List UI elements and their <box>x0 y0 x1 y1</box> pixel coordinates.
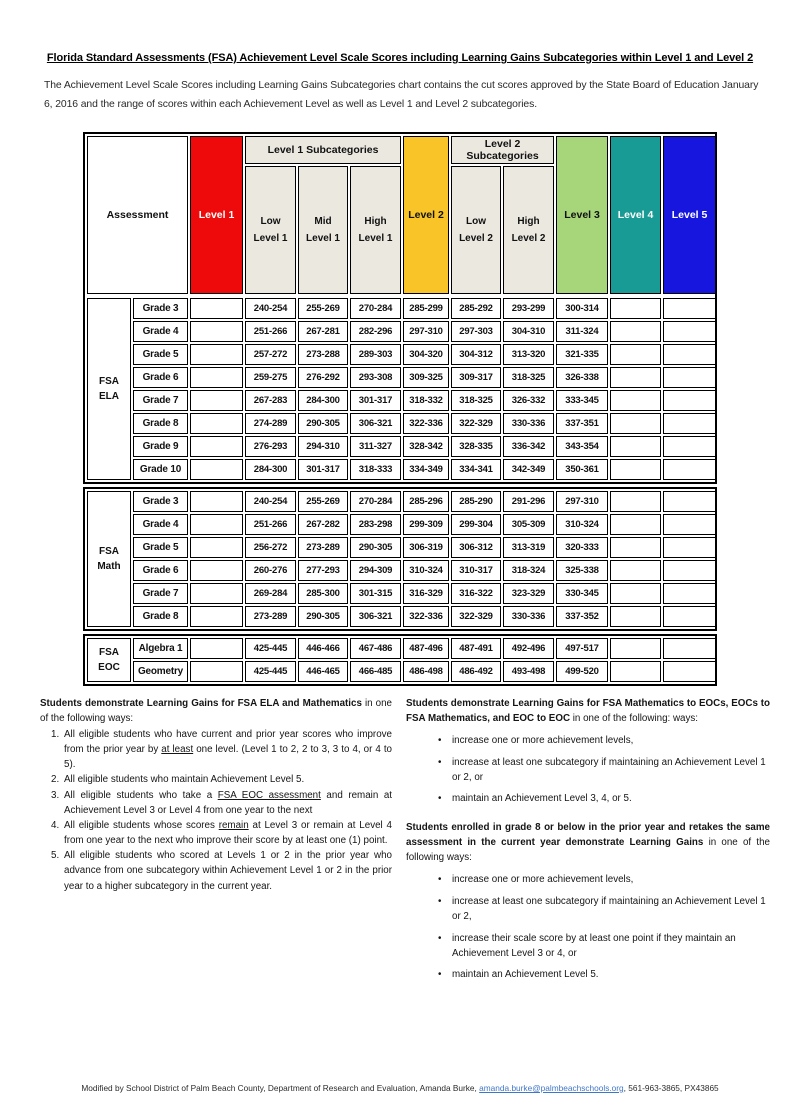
assessment-group-label: FSA Math <box>87 491 131 627</box>
score-cell: 325-339 <box>610 514 661 535</box>
grade-label: Grade 5 <box>133 537 188 558</box>
score-cell: 328-335 <box>451 436 501 457</box>
level3-header-cell: Level 3 <box>556 136 608 294</box>
notes-right-lead-2-rest: in one of the following ways: <box>406 836 770 863</box>
grade-label: Grade 8 <box>133 606 188 627</box>
score-cell: 285-296 <box>403 491 449 512</box>
footer-suffix: , 561-963-3865, PX43865 <box>623 1083 719 1093</box>
numbered-list-item: All eligible students who scored at Levels 1 or 2 in the prior year who advance from one subcategory within Achievement Level 1 or 2 in the prior year to a higher subcategory in the current year. <box>64 850 392 892</box>
score-cell: 301-315 <box>350 583 401 604</box>
grade-label: Grade 4 <box>133 321 188 342</box>
score-cell: 284-333 <box>190 459 243 480</box>
score-cell: 269-284 <box>245 583 296 604</box>
table-row <box>87 514 716 535</box>
score-cell: 316-322 <box>451 583 501 604</box>
table-row <box>87 459 716 480</box>
table-row <box>87 298 716 319</box>
grade-label: Grade 3 <box>133 298 188 319</box>
numbered-list-item: All eligible students whose scores remain at Level 3 or remain at Level 4 from one year to the next who improve their score by at least one (1) point. <box>64 819 392 847</box>
score-cell: 301-317 <box>350 390 401 411</box>
notes-right-column <box>406 696 770 990</box>
score-cell: 326-338 <box>556 367 608 388</box>
score-cell: 322-329 <box>451 413 501 434</box>
score-cell: 273-321 <box>190 606 243 627</box>
score-cell: 339-355 <box>610 367 661 388</box>
table-row <box>87 436 716 457</box>
score-cell: 290-305 <box>298 413 348 434</box>
score-cell: 293-308 <box>350 367 401 388</box>
score-cell: 301-317 <box>298 459 348 480</box>
low-level1-header-cell: Low Level 1 <box>245 166 296 294</box>
score-cell: 333-345 <box>556 390 608 411</box>
score-cell: 492-496 <box>503 638 554 659</box>
score-cell: 267-281 <box>298 321 348 342</box>
score-cell: 311-324 <box>556 321 608 342</box>
grade-label: Grade 7 <box>133 390 188 411</box>
score-cell: 323-329 <box>503 583 554 604</box>
level2-subcategories-header: Level 2 Subcategories <box>451 136 554 164</box>
score-cell: 285-300 <box>298 583 348 604</box>
bullet-list-item: • maintain an Achievement Level 3, 4, or 5. <box>452 791 770 806</box>
score-cell: 310-317 <box>451 560 501 581</box>
score-cell: 311-326 <box>610 491 661 512</box>
score-cell: 346-359 <box>610 390 661 411</box>
score-cell: 313-320 <box>503 344 554 365</box>
score-cell: 285-290 <box>451 491 501 512</box>
table-row <box>87 390 716 411</box>
table-header <box>85 134 718 296</box>
score-cell: 251-266 <box>245 514 296 535</box>
score-cell: 360-391 <box>663 583 716 604</box>
score-cell: 532-575 <box>663 638 716 659</box>
score-cell: 277-293 <box>298 560 348 581</box>
score-cell: 330-360 <box>663 298 716 319</box>
assessment-header-cell: Assessment <box>87 136 188 294</box>
learning-gains-numbered-list <box>40 727 392 894</box>
score-cell: 313-319 <box>503 537 554 558</box>
bullet-list-item: • maintain an Achievement Level 5. <box>452 967 770 982</box>
score-cell: 327-360 <box>663 491 716 512</box>
score-cell: 356-391 <box>663 367 716 388</box>
score-cell: 320-333 <box>556 537 608 558</box>
table-row <box>87 344 716 365</box>
score-cell: 297-310 <box>403 321 449 342</box>
grade-label: Algebra 1 <box>133 638 188 659</box>
score-cell: 276-327 <box>190 436 243 457</box>
score-cell: 330-336 <box>503 606 554 627</box>
score-cell: 446-466 <box>298 638 348 659</box>
score-cell: 304-310 <box>503 321 554 342</box>
score-cell: 322-329 <box>451 606 501 627</box>
score-cell: 325-339 <box>610 321 661 342</box>
score-cell: 318-333 <box>350 459 401 480</box>
notes-right-lead-2 <box>406 820 770 866</box>
score-cell: 276-293 <box>245 436 296 457</box>
score-cell: 267-317 <box>190 390 243 411</box>
score-cell: 306-321 <box>350 413 401 434</box>
score-cell: 290-305 <box>298 606 348 627</box>
numbered-list-item: All eligible students who maintain Achievement Level 5. <box>64 774 305 786</box>
footer-prefix: Modified by School District of Palm Beach County, Department of Research and Evaluation, Amanda Burke, <box>81 1083 480 1093</box>
score-cell: 328-342 <box>403 436 449 457</box>
level1-header-cell: Level 1 <box>190 136 243 294</box>
score-cell: 486-492 <box>451 661 501 682</box>
score-cell: 518-531 <box>610 638 661 659</box>
score-cell: 255-269 <box>298 491 348 512</box>
table-row <box>87 560 716 581</box>
table-row <box>87 367 716 388</box>
mid-level1-header-cell: Mid Level 1 <box>298 166 348 294</box>
score-cell: 356-390 <box>663 560 716 581</box>
score-section-table <box>85 489 718 629</box>
score-cell: 330-336 <box>503 413 554 434</box>
score-cell: 353-364 <box>610 606 661 627</box>
score-cell: 293-299 <box>503 298 554 319</box>
grade-label: Geometry <box>133 661 188 682</box>
notes-section <box>40 696 770 990</box>
learning-gains-bullet-list-1 <box>406 733 770 807</box>
level5-header-cell: Level 5 <box>663 136 716 294</box>
score-cell: 311-327 <box>350 436 401 457</box>
score-cell: 299-304 <box>451 514 501 535</box>
grade-label: Grade 3 <box>133 491 188 512</box>
score-cell: 425-445 <box>245 638 296 659</box>
score-cell: 306-319 <box>403 537 449 558</box>
score-cell: 318-324 <box>503 560 554 581</box>
score-cell: 322-336 <box>403 606 449 627</box>
score-cell: 273-289 <box>298 537 348 558</box>
score-cell: 321-335 <box>556 344 608 365</box>
score-cell: 257-272 <box>245 344 296 365</box>
bullet-list-item: • increase their scale score by at least one point if they maintain an Achievement Level 3 or 4, or <box>452 931 770 961</box>
table-block-math <box>83 487 717 631</box>
score-cell: 425-486 <box>190 638 243 659</box>
score-cell: 343-354 <box>556 436 608 457</box>
score-cell: 487-496 <box>403 638 449 659</box>
high-level1-header-cell: High Level 1 <box>350 166 401 294</box>
bullet-list-item: • increase one or more achievement levels, <box>452 872 770 887</box>
score-cell: 467-486 <box>350 638 401 659</box>
score-cell: 318-325 <box>503 367 554 388</box>
score-cell: 425-445 <box>245 661 296 682</box>
bullet-list-item: • increase at least one subcategory if maintaining an Achievement Level 1 or 2, or <box>452 755 770 785</box>
score-cell: 334-349 <box>403 459 449 480</box>
score-cell: 365-393 <box>663 606 716 627</box>
score-cell: 294-310 <box>298 436 348 457</box>
grade-label: Grade 6 <box>133 367 188 388</box>
notes-left-column <box>40 696 392 990</box>
score-cell: 306-321 <box>350 606 401 627</box>
score-cell: 297-310 <box>556 491 608 512</box>
score-cell: 294-309 <box>350 560 401 581</box>
score-cell: 240-284 <box>190 298 243 319</box>
score-cell: 251-298 <box>190 514 243 535</box>
score-cell: 305-309 <box>503 514 554 535</box>
score-cell: 259-308 <box>190 367 243 388</box>
score-cell: 256-305 <box>190 537 243 558</box>
score-cell: 325-338 <box>556 560 608 581</box>
table-row <box>87 661 716 682</box>
table-row <box>87 321 716 342</box>
page-title: Florida Standard Assessments (FSA) Achievement Level Scale Scores including Learning Gains Subcategories within Level 1 and Level 2 <box>46 52 754 64</box>
score-cell: 290-305 <box>350 537 401 558</box>
bullet-list-item: • increase one or more achievement levels, <box>452 733 770 748</box>
score-cell: 487-491 <box>451 638 501 659</box>
level2-header-cell: Level 2 <box>403 136 449 294</box>
grade-label: Grade 8 <box>133 413 188 434</box>
score-cell: 378-412 <box>663 459 716 480</box>
score-cell: 300-314 <box>556 298 608 319</box>
high-level2-header-cell: High Level 2 <box>503 166 554 294</box>
score-cell: 350-361 <box>556 459 608 480</box>
score-cell: 240-254 <box>245 491 296 512</box>
score-cell: 446-465 <box>298 661 348 682</box>
score-cell: 260-276 <box>245 560 296 581</box>
score-cell: 362-377 <box>610 459 661 480</box>
score-cell: 255-269 <box>298 298 348 319</box>
notes-left-lead-bold: Students demonstrate Learning Gains for FSA ELA and Mathematics <box>40 697 362 709</box>
score-cell: 309-325 <box>403 367 449 388</box>
numbered-list-item: All eligible students who take a FSA EOC assessment and remain at Achievement Level 3 or Level 4 from one year to the next <box>64 789 392 816</box>
score-cell: 370-407 <box>663 436 716 457</box>
score-cell: 355-369 <box>610 436 661 457</box>
notes-right-lead-1 <box>406 696 770 726</box>
grade-label: Grade 7 <box>133 583 188 604</box>
grade-label: Grade 5 <box>133 344 188 365</box>
score-cell: 267-282 <box>298 514 348 535</box>
score-cell: 270-284 <box>350 298 401 319</box>
score-cell: 342-349 <box>503 459 554 480</box>
score-cell: 533-575 <box>663 661 716 682</box>
notes-right-lead-1-bold: Students demonstrate Learning Gains for FSA Mathematics to EOCs, EOCs to FSA Mathematics, and EOC to EOC <box>406 697 770 724</box>
footer-credit <box>0 1083 800 1093</box>
score-cell: 251-296 <box>190 321 243 342</box>
grade-label: Grade 4 <box>133 514 188 535</box>
score-cell: 304-312 <box>451 344 501 365</box>
score-cell: 493-498 <box>503 661 554 682</box>
score-cell: 339-355 <box>610 560 661 581</box>
score-cell: 316-329 <box>403 583 449 604</box>
score-cell: 499-520 <box>556 661 608 682</box>
score-cell: 269-315 <box>190 583 243 604</box>
score-cell: 352-365 <box>610 413 661 434</box>
score-cell: 260-309 <box>190 560 243 581</box>
score-cell: 337-352 <box>556 606 608 627</box>
score-cell: 521-532 <box>610 661 661 682</box>
score-cell: 306-312 <box>451 537 501 558</box>
table-row <box>87 491 716 512</box>
score-section-table <box>85 636 718 684</box>
notes-left-lead-rest: in one of the following ways: <box>40 697 392 724</box>
table-block-eoc <box>83 634 717 686</box>
score-cell: 340-376 <box>663 514 716 535</box>
score-cell: 299-309 <box>403 514 449 535</box>
score-cell: 486-498 <box>403 661 449 682</box>
score-cell: 318-325 <box>451 390 501 411</box>
score-cell: 267-283 <box>245 390 296 411</box>
score-cell: 366-403 <box>663 413 716 434</box>
assessment-group-label: FSA EOC <box>87 638 131 682</box>
table-row <box>87 537 716 558</box>
notes-left-lead <box>40 696 392 726</box>
table-row <box>87 583 716 604</box>
table-block-header-ela <box>83 132 717 484</box>
score-cell: 270-284 <box>350 491 401 512</box>
table-row <box>87 413 716 434</box>
score-cell: 274-289 <box>245 413 296 434</box>
level4-header-cell: Level 4 <box>610 136 661 294</box>
score-cell: 360-397 <box>663 390 716 411</box>
score-cell: 336-351 <box>610 344 661 365</box>
score-cell: 285-292 <box>451 298 501 319</box>
score-cell: 240-284 <box>190 491 243 512</box>
score-cell: 297-303 <box>451 321 501 342</box>
score-cell: 289-303 <box>350 344 401 365</box>
score-cell: 282-296 <box>350 321 401 342</box>
notes-right-lead-1-rest: in one of the following: ways: <box>570 712 699 724</box>
score-cell: 304-320 <box>403 344 449 365</box>
score-cell: 310-324 <box>403 560 449 581</box>
bullet-list-item: • increase at least one subcategory if maintaining an Achievement Level 1 or 2, <box>452 894 770 924</box>
intro-paragraph: The Achievement Level Scale Scores including Learning Gains Subcategories chart contains the cut scores approved by the State Board of Education January 6, 2016 and the range of scores within each Achievement Level as well as Level 1 and Level 2 subcategories. <box>44 80 759 111</box>
score-cell: 310-324 <box>556 514 608 535</box>
score-cell: 337-351 <box>556 413 608 434</box>
score-cell: 284-300 <box>245 459 296 480</box>
score-cell: 466-485 <box>350 661 401 682</box>
grade-label: Grade 9 <box>133 436 188 457</box>
score-cell: 285-299 <box>403 298 449 319</box>
score-cell: 330-345 <box>556 583 608 604</box>
score-cell: 346-359 <box>610 583 661 604</box>
fsa-scale-scores-table <box>83 132 717 686</box>
learning-gains-bullet-list-2 <box>406 872 770 983</box>
score-cell: 497-517 <box>556 638 608 659</box>
table-row <box>87 638 716 659</box>
score-cell: 336-342 <box>503 436 554 457</box>
score-cell: 334-341 <box>451 459 501 480</box>
score-cell: 273-288 <box>298 344 348 365</box>
score-cell: 340-372 <box>663 321 716 342</box>
notes-right-lead-2-bold: Students enrolled in grade 8 or below in the prior year and retakes the same assessment in the current year demonstrate Learning Gains <box>406 821 770 848</box>
score-cell: 256-272 <box>245 537 296 558</box>
score-cell: 352-385 <box>663 344 716 365</box>
score-cell: 315-329 <box>610 298 661 319</box>
score-cell: 283-298 <box>350 514 401 535</box>
score-cell: 318-332 <box>403 390 449 411</box>
score-cell: 259-275 <box>245 367 296 388</box>
assessment-group-label: FSA ELA <box>87 298 131 480</box>
score-cell: 284-300 <box>298 390 348 411</box>
grade-label: Grade 6 <box>133 560 188 581</box>
score-cell: 240-254 <box>245 298 296 319</box>
score-cell: 425-485 <box>190 661 243 682</box>
score-cell: 350-388 <box>663 537 716 558</box>
score-cell: 274-321 <box>190 413 243 434</box>
score-cell: 322-336 <box>403 413 449 434</box>
score-cell: 251-266 <box>245 321 296 342</box>
level1-subcategories-header: Level 1 Subcategories <box>245 136 401 164</box>
document-page <box>0 52 800 1093</box>
email-link[interactable]: amanda.burke@palmbeachschools.org <box>479 1083 624 1093</box>
low-level2-header-cell: Low Level 2 <box>451 166 501 294</box>
numbered-list-item: All eligible students who have current and prior year scores who improve from the prior year by at least one level. (Level 1 to 2, 2 to 3, 3 to 4, or 4 to 5). <box>64 728 392 771</box>
score-cell: 309-317 <box>451 367 501 388</box>
score-cell: 334-349 <box>610 537 661 558</box>
grade-label: Grade 10 <box>133 459 188 480</box>
score-cell: 276-292 <box>298 367 348 388</box>
table-row <box>87 606 716 627</box>
score-cell: 273-289 <box>245 606 296 627</box>
score-section-table <box>85 296 718 482</box>
score-cell: 257-303 <box>190 344 243 365</box>
score-cell: 326-332 <box>503 390 554 411</box>
score-cell: 291-296 <box>503 491 554 512</box>
